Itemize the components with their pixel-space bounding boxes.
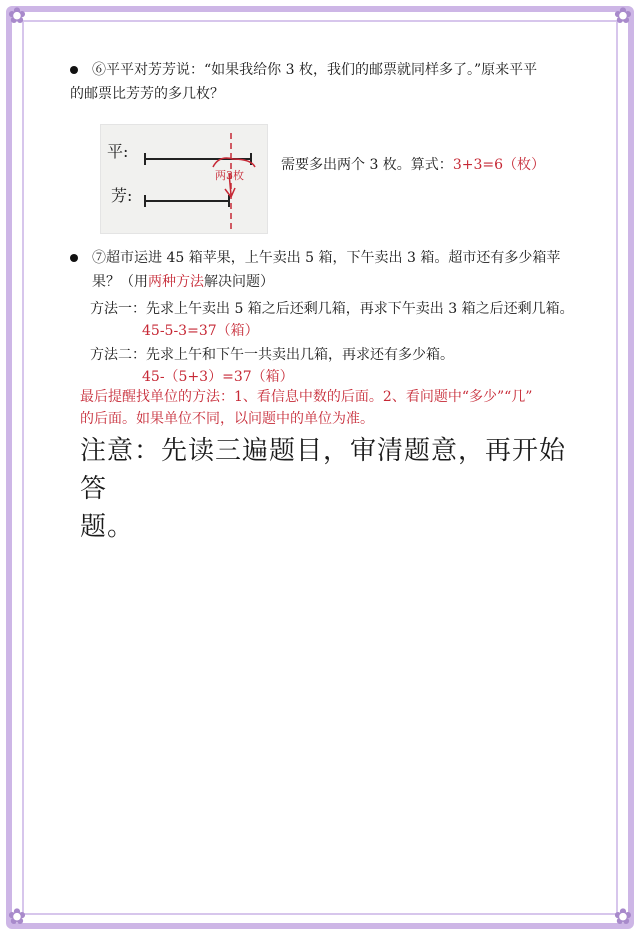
question-7: [70, 246, 580, 388]
bullet-dot-icon: [70, 254, 78, 262]
method-2-formula: 45-（5+3）=37（箱）: [142, 369, 294, 385]
flower-icon: ✿: [7, 4, 27, 29]
handwritten-diagram-photo: [100, 124, 268, 234]
label-ping: 平:: [107, 142, 129, 161]
question-6-text: [70, 58, 580, 106]
label-fang: 芳:: [111, 186, 133, 205]
question-6-figure: [100, 124, 570, 234]
question-6-formula: 3+3=6（枚）: [452, 157, 545, 173]
unit-reminder-line1: 最后提醒找单位的方法：1、看信息中数的后面。2、看问题中“多少”“几”: [80, 389, 533, 405]
method-2-text: 方法二：先求上午和下午一共卖出几箱，再求还有多少箱。: [90, 347, 454, 363]
handwritten-bar-diagram: [101, 125, 267, 233]
flower-icon: ✿: [613, 4, 633, 29]
question-6-line2: 的邮票比芳芳的多几枚？: [70, 86, 224, 102]
explain-prefix: 需要多出两个 3 枚。算式：: [281, 157, 453, 173]
attention-note: [80, 432, 580, 546]
question-6: [70, 58, 580, 106]
highlight-two-methods: 两种方法: [148, 274, 204, 290]
question-6-explanation: [281, 154, 545, 174]
bullet-dot-icon: [70, 66, 78, 74]
question-7-text: [70, 246, 580, 294]
method-1-formula: 45-5-3=37（箱）: [142, 323, 259, 339]
flower-icon: ✿: [613, 905, 633, 930]
flower-icon: ✿: [7, 905, 27, 930]
question-6-line1: ⑥平平对芳芳说：“如果我给你 3 枚，我们的邮票就同样多了。”原来平平: [92, 62, 538, 78]
unit-reminder-line2: 的后面。如果单位不同，以问题中的单位为准。: [80, 411, 374, 427]
attention-note-line1: 注意：先读三遍题目，审清题意，再开始答: [80, 436, 567, 504]
attention-note-line2: 题。: [80, 512, 135, 542]
method-1-text: 方法一：先求上午卖出 5 箱之后还剩几箱，再求下午卖出 3 箱之后还剩几箱。: [90, 301, 574, 317]
unit-reminder: [80, 386, 580, 430]
bracket-label: 两3枚: [215, 169, 244, 182]
question-7-line2: 果？（用两种方法解决问题）: [92, 274, 274, 290]
question-7-line1: ⑦超市运进 45 箱苹果，上午卖出 5 箱，下午卖出 3 箱。超市还有多少箱苹: [92, 250, 561, 266]
